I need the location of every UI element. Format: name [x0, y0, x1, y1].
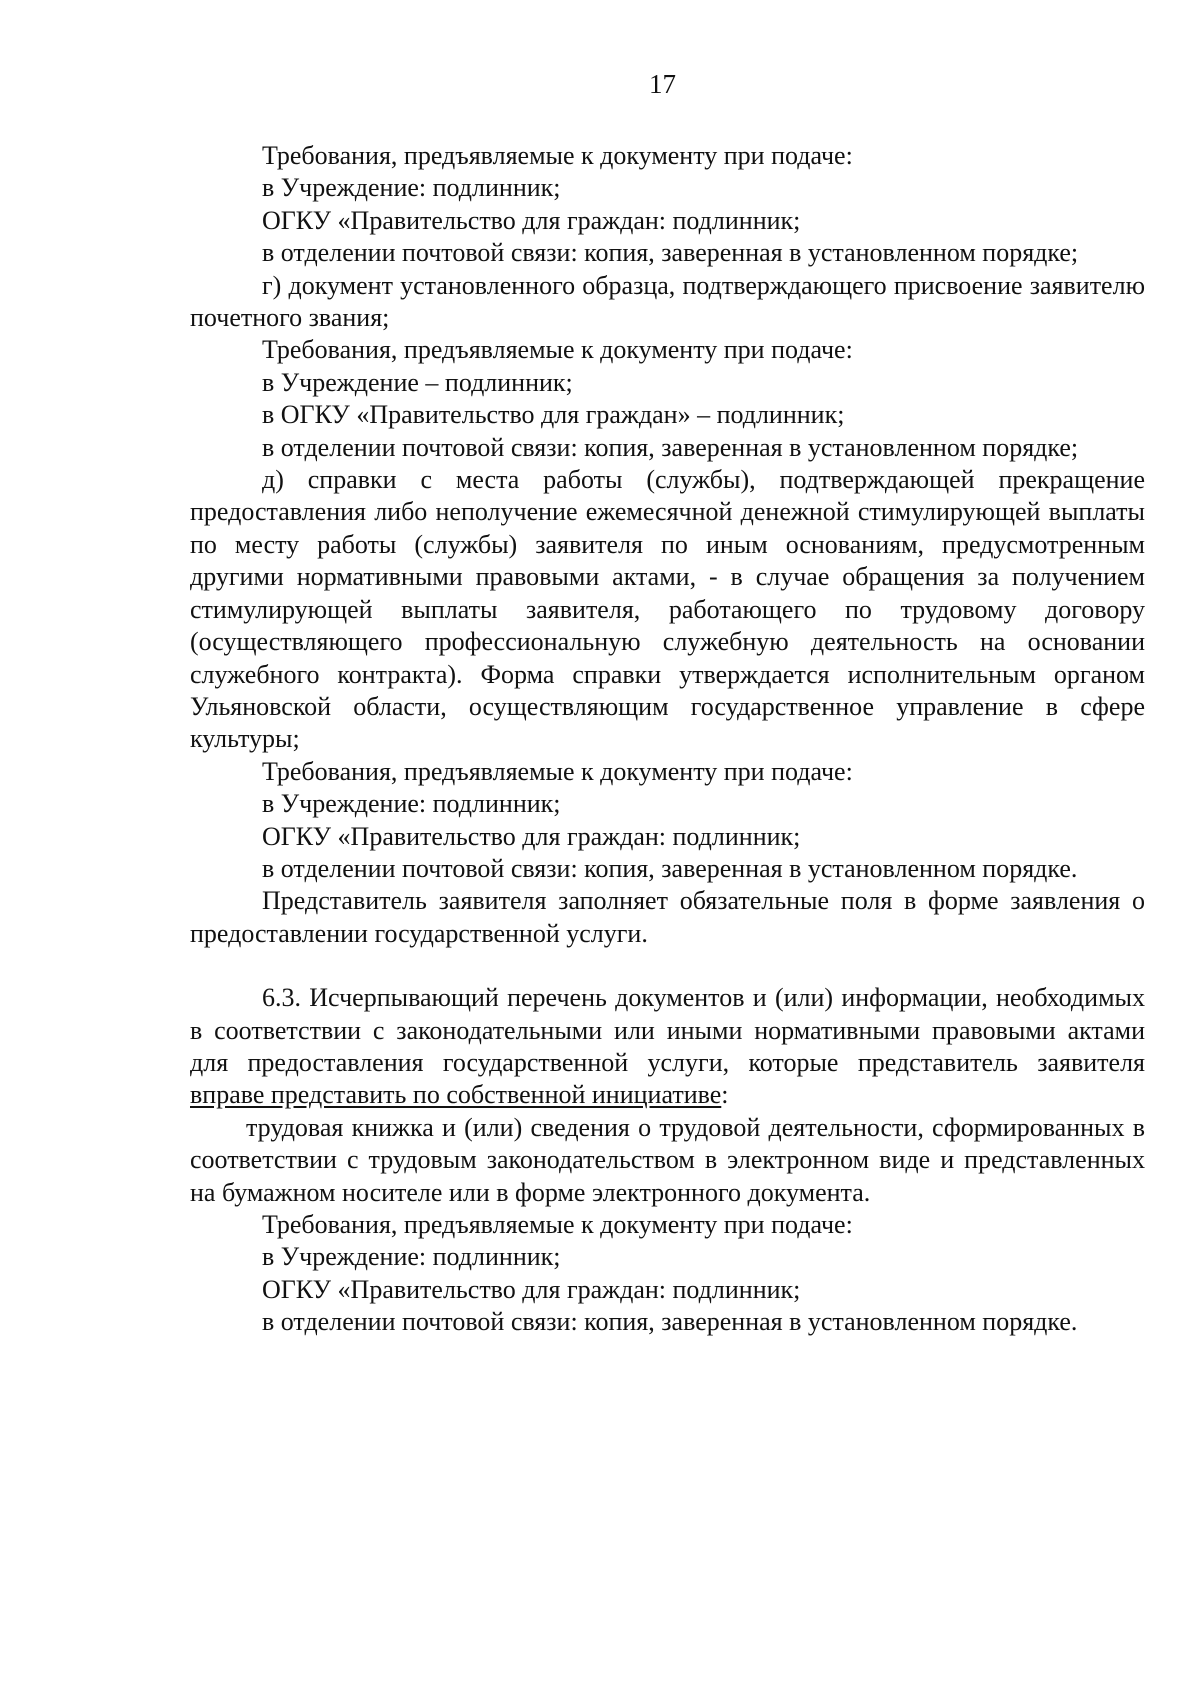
requirement-post-office: в отделении почтовой связи: копия, заверенная в установленном порядке; [262, 238, 1079, 268]
item-d-work-certificate: д) справки с места работы (службы), подтверждающей прекращение предоставления либо неполучение ежемесячной денежной стимулирующей выплаты по месту работы (службы) заявителя по иным основаниям, предусмотренным другими нормативными правовыми актами, - в случае обращения за получением стимулирующей выплаты заявителя, работающего по трудовому договору (осуществляющего профессиональную служебную деятельность на основании служебного контракта). Форма справки утверждается исполнительным органом Ульяновской области, осуществляющим государственное управление в сфере культуры; [190, 465, 1145, 754]
requirement-post-office: в отделении почтовой связи: копия, заверенная в установленном порядке; [262, 432, 1079, 462]
requirements-heading: Требования, предъявляемые к документу при подаче: [262, 141, 853, 170]
requirements-heading: Требования, предъявляемые к документу при подаче: [262, 756, 853, 786]
requirement-post-office: в отделении почтовой связи: копия, заверенная в установленном порядке. [262, 1307, 1078, 1337]
requirement-post-office: в отделении почтовой связи: копия, заверенная в установленном порядке. [262, 853, 1078, 883]
section-6-3-colon: : [721, 1080, 729, 1110]
section-6-3-text: 6.3. Исчерпывающий перечень документов и (или) информации, необходимых в соответствии с законодательными или иными нормативными правовыми актами для предоставления государственной услуги, которые представитель заявителя [190, 983, 1145, 1077]
section-6-3-underlined: вправе представить по собственной инициативе [190, 1080, 722, 1110]
requirements-heading: Требования, предъявляемые к документу при подаче: [262, 1210, 853, 1239]
item-g-honorary-title: г) документ установленного образца, подтверждающего присвоение заявителю почетного звания; [190, 270, 1145, 333]
section-6-3 [190, 982, 1145, 1112]
requirement-institution: в Учреждение – подлинник; [262, 367, 573, 397]
requirement-ogku: ОГКУ «Правительство для граждан: подлинник; [262, 205, 801, 235]
requirement-institution: в Учреждение: подлинник; [262, 1242, 561, 1272]
employment-record-item: трудовая книжка и (или) сведения о трудовой деятельности, сформированных в соответствии с трудовым законодательством в электронном виде и представленных на бумажном носителе или в форме электронного документа. [190, 1112, 1145, 1207]
page-number: 17 [649, 69, 676, 99]
requirement-ogku: в ОГКУ «Правительство для граждан» – подлинник; [262, 400, 845, 430]
requirement-institution: в Учреждение: подлинник; [262, 789, 561, 819]
requirements-heading: Требования, предъявляемые к документу при подаче: [262, 335, 853, 365]
representative-note: Представитель заявителя заполняет обязательные поля в форме заявления о предоставлении государственной услуги. [190, 886, 1145, 948]
document-body [190, 140, 1145, 1339]
requirement-institution: в Учреждение: подлинник; [262, 173, 561, 203]
requirement-ogku: ОГКУ «Правительство для граждан: подлинник; [262, 1274, 801, 1304]
requirement-ogku: ОГКУ «Правительство для граждан: подлинник; [262, 821, 801, 851]
